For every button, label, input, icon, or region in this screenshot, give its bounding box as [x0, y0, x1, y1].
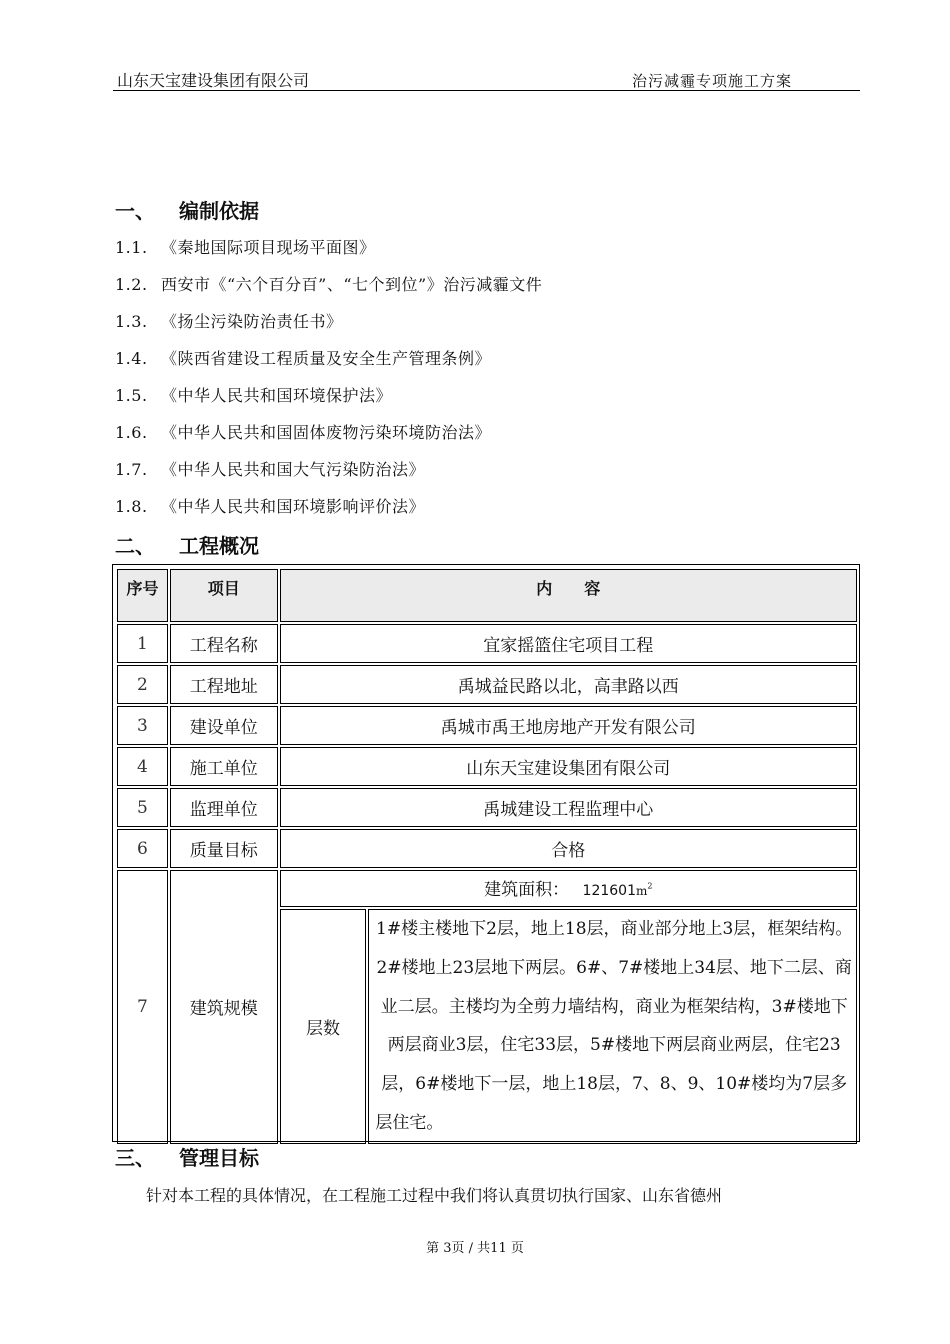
reference-item: 1.7. 《中华人民共和国大气污染防治法》 [115, 460, 426, 479]
header-item: 项目 [170, 569, 278, 622]
table-row: 5 监理单位 禹城建设工程监理中心 [117, 788, 857, 827]
table-row-scale-area: 7 建筑规模 建筑面积： $121601m^2$ [117, 870, 857, 907]
floors-label: 层数 [280, 909, 367, 1144]
section1-number: 一、 [115, 199, 155, 223]
floors-detail: 1#楼主楼地下2层，地上18层，商业部分地上3层，框架结构。2#楼地上23层地下两层。6#、7#楼地上34层、地下二层、商业二层。主楼均为全剪力墙结构，商业为框架结构，3#楼地下两层商业3层，住宅33层，5#楼地下两层商业两层，住宅23层，6#楼地下一层，地上18层，7、8、9、10#楼均为7层多层住宅。 [368, 909, 857, 1144]
header-doc-title: 治污减霾专项施工方案 [632, 72, 793, 90]
reference-item: 1.8. 《中华人民共和国环境影响评价法》 [115, 497, 426, 516]
table-header-row [117, 569, 857, 622]
header-company: 山东天宝建设集团有限公司 [117, 71, 310, 90]
table-row: 1 工程名称 宜家摇篮住宅项目工程 [117, 624, 857, 663]
reference-item: 1.1. 《秦地国际项目现场平面图》 [115, 238, 376, 257]
section3-paragraph: 针对本工程的具体情况，在工程施工过程中我们将认真贯切执行国家、山东省德州 [146, 1186, 723, 1205]
table-row: 3 建设单位 禹城市禹王地房地产开发有限公司 [117, 706, 857, 745]
table-row: 4 施工单位 山东天宝建设集团有限公司 [117, 747, 857, 786]
reference-item: 1.6. 《中华人民共和国固体废物污染环境防治法》 [115, 423, 492, 442]
table-row: 2 工程地址 禹城益民路以北，高聿路以西 [117, 665, 857, 704]
section3-heading [115, 1142, 259, 1171]
building-area: 建筑面积： $121601m^2$ [280, 870, 857, 907]
header-divider [113, 90, 860, 91]
section3-number: 三、 [115, 1146, 155, 1170]
header-content: 内 容 [280, 569, 857, 622]
header-seq: 序号 [117, 569, 168, 622]
section1-heading [115, 195, 259, 224]
page-footer: 第 3页 / 共11 页 [426, 1241, 524, 1256]
section3-title: 管理目标 [179, 1146, 259, 1170]
reference-item: 1.3. 《扬尘污染防治责任书》 [115, 312, 343, 331]
reference-item: 1.4. 《陕西省建设工程质量及安全生产管理条例》 [115, 349, 492, 368]
section2-heading [115, 530, 259, 559]
reference-item: 1.5. 《中华人民共和国环境保护法》 [115, 386, 393, 405]
section2-title: 工程概况 [179, 534, 259, 558]
section1-title: 编制依据 [179, 199, 259, 223]
reference-item: 1.2. 西安市《“六个百分百”、“七个到位”》治污减霾文件 [115, 275, 543, 294]
section2-number: 二、 [115, 534, 155, 558]
table-row: 6 质量目标 合格 [117, 829, 857, 868]
project-overview-table [112, 564, 860, 1142]
